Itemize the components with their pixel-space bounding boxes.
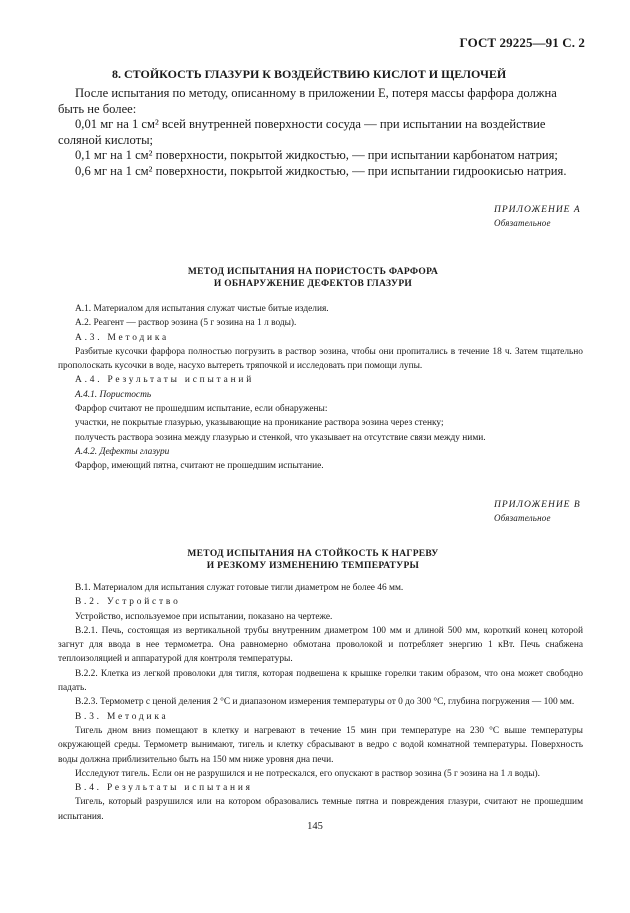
appendix-b-title-line-1: МЕТОД ИСПЫТАНИЯ НА СТОЙКОСТЬ К НАГРЕВУ (187, 549, 439, 559)
appendix-b-b4-text: Тигель, который разрушился или на котором образовались темные пятна и повреждения глазури, считают не прошедшим испытания. (58, 797, 583, 822)
appendix-b-label-block (494, 499, 581, 525)
appendix-a-a41-text: Фарфор считают не прошедшим испытание, если обнаружены: (75, 404, 328, 415)
section-8-title: 8. СТОЙКОСТЬ ГЛАЗУРИ К ВОЗДЕЙСТВИЮ КИСЛОТ И ЩЕЛОЧЕЙ (112, 67, 507, 81)
appendix-a-title-line-2: И ОБНАРУЖЕНИЕ ДЕФЕКТОВ ГЛАЗУРИ (213, 279, 413, 289)
appendix-a-a42-text: Фарфор, имеющий пятна, считают не прошедшим испытание. (75, 461, 324, 472)
appendix-a-item-a1: А.1. Материалом для испытания служат чистые битые изделия. (75, 304, 329, 314)
appendix-a-a41-item-1: участки, не покрытые глазурью, указывающие на проникание раствора эозина через стенку; (75, 418, 444, 429)
appendix-b-item-b1: В.1. Материалом для испытания служат готовые тигли диаметром не более 46 мм. (75, 583, 404, 593)
page-number: 145 (307, 821, 323, 832)
appendix-a-heading-a4: А.4. Результаты испытаний (75, 375, 255, 386)
appendix-a-body (58, 302, 583, 474)
appendix-a-title (58, 266, 568, 290)
appendix-b-title (58, 548, 568, 572)
appendix-b-body (58, 581, 583, 824)
appendix-b-item-b22: В.2.2. Клетка из легкой проволоки для тигля, которая подвешена к крышке горелки таким образом, что она может свободно падать. (58, 668, 583, 694)
appendix-a-heading-a42: А.4.2. Дефекты глазури (75, 446, 170, 457)
appendix-a-heading-a3: А.3. Методика (75, 332, 170, 343)
appendix-b-heading-b3: В.3. Методика (75, 711, 169, 722)
appendix-b-item-b21: В.2.1. Печь, состоящая из вертикальной трубы внутренним диаметром 100 мм и длиной 500 мм, короткий конец которой загнут для ввода в нее термометра. Она равномерно обмотана проволокой и потребляет энергию 1 кВт. Печь снабжена теплоизоляцией и аппаратурой для контроля температуры. (58, 625, 583, 665)
section-8-item-2: 0,1 мг на 1 см² поверхности, покрытой жидкостью, — при испытании карбонатом натрия; (75, 148, 558, 162)
appendix-b-heading-b4: В.4. Результаты испытания (75, 783, 253, 794)
appendix-a-item-a2: А.2. Реагент — раствор эозина (5 г эозина на 1 л воды). (75, 318, 297, 329)
appendix-b-item-b23: В.2.3. Термометр с ценой деления 2 °С и диапазоном измерения температуры от 0 до 300 °С, глубина погружения — 100 мм. (75, 697, 575, 708)
appendix-a-label: ПРИЛОЖЕНИЕ А (494, 205, 581, 215)
appendix-b-b3-text-1: Тигель дном вниз помещают в клетку и нагревают в течение 15 мин при температуре на 230 °С выше температуры окружающей среды. Термометр вынимают, тигель и клетку сбрасывают в ведро с водой комнатной температуры. Поверхность воды должна приблизительно быть на 150 мм ниже уровня дна печи. (58, 725, 583, 765)
appendix-a-a41-item-2: получесть раствора эозина между глазурью и стенкой, что указывает на отсутствие связи между ними. (75, 432, 486, 443)
appendix-b-heading-b2: В.2. Устройство (75, 597, 181, 608)
appendix-b-title-line-2: И РЕЗКОМУ ИЗМЕНЕНИЮ ТЕМПЕРАТУРЫ (206, 561, 420, 571)
appendix-a-status: Обязательное (494, 218, 551, 228)
section-8-item-1: 0,01 мг на 1 см² всей внутренней поверхности сосуда — при испытании на воздействие соляной кислоты; (58, 117, 546, 147)
appendix-a-heading-a41: А.4.1. Пористость (75, 389, 152, 400)
appendix-b-b2-text: Устройство, используемое при испытании, показано на чертеже. (75, 611, 333, 622)
appendix-a-label-block (494, 204, 581, 230)
section-8-intro: После испытания по методу, описанному в приложении Е, потеря массы фарфора должна быть не более: (58, 86, 557, 116)
appendix-b-status: Обязательное (494, 513, 551, 523)
standard-header: ГОСТ 29225—91 С. 2 (459, 35, 585, 50)
appendix-b-b3-text-2: Исследуют тигель. Если он не разрушился и не потрескался, его опускают в раствор эозина (5 г эозина на 1 л воды). (75, 768, 541, 779)
section-8-body (58, 86, 583, 179)
appendix-a-a3-text: Разбитые кусочки фарфора полностью погрузить в раствор эозина, чтобы они пропитались в течение 18 ч. Затем тщательно прополоскать кусочки в воде, насухо вытереть тряпочкой и исследовать при помощи лупы. (58, 346, 583, 372)
section-8-item-3: 0,6 мг на 1 см² поверхности, покрытой жидкостью, — при испытании гидроокисью натрия. (75, 163, 567, 178)
appendix-b-label: ПРИЛОЖЕНИЕ В (494, 500, 581, 510)
appendix-a-title-line-1: МЕТОД ИСПЫТАНИЯ НА ПОРИСТОСТЬ ФАРФОРА (187, 267, 439, 277)
